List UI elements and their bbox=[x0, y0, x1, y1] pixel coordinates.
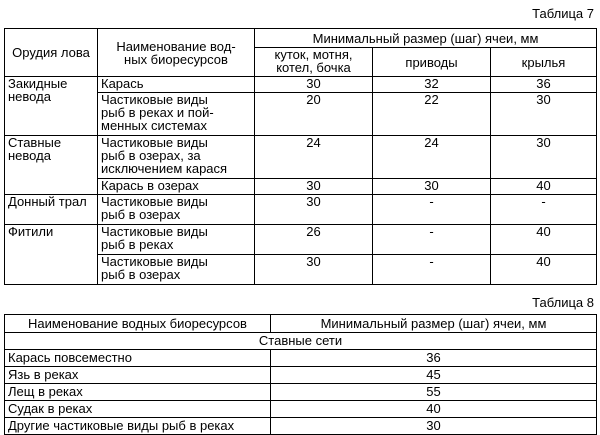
table-row bbox=[5, 367, 597, 384]
t7-header-gear: Орудия лова bbox=[5, 29, 98, 77]
t7-val-b: - bbox=[373, 255, 491, 285]
t8-value: 40 bbox=[271, 401, 597, 418]
t7-resource: Частиковые виды рыб в озерах, за исключением карася bbox=[98, 136, 255, 179]
t7-gear: Закидные невода bbox=[5, 77, 98, 136]
t7-val-a: 26 bbox=[255, 225, 373, 255]
t7-val-c: - bbox=[491, 195, 597, 225]
t7-val-b: 30 bbox=[373, 179, 491, 195]
t7-val-c: 30 bbox=[491, 93, 597, 136]
table-row bbox=[5, 77, 597, 93]
t8-name: Карась повсеместно bbox=[5, 350, 271, 367]
t7-val-b: 22 bbox=[373, 93, 491, 136]
t7-gear: Фитили bbox=[5, 225, 98, 285]
t8-section: Ставные сети bbox=[5, 333, 597, 350]
table-row bbox=[5, 195, 597, 225]
t7-header-mesh-group: Минимальный размер (шаг) ячеи, мм bbox=[255, 29, 597, 48]
t7-val-b: 24 bbox=[373, 136, 491, 179]
t7-val-c: 30 bbox=[491, 136, 597, 179]
t7-val-a: 20 bbox=[255, 93, 373, 136]
table-row bbox=[5, 225, 597, 255]
t7-resource: Частиковые виды рыб в озерах bbox=[98, 255, 255, 285]
t8-value: 55 bbox=[271, 384, 597, 401]
t7-resource: Частиковые виды рыб в реках bbox=[98, 225, 255, 255]
t7-resource: Карась в озерах bbox=[98, 179, 255, 195]
t7-val-b: - bbox=[373, 225, 491, 255]
t8-value: 45 bbox=[271, 367, 597, 384]
t7-gear: Донный трал bbox=[5, 195, 98, 225]
t7-val-a: 30 bbox=[255, 179, 373, 195]
t8-header-mesh: Минимальный размер (шаг) ячеи, мм bbox=[271, 315, 597, 333]
t7-val-a: 30 bbox=[255, 195, 373, 225]
t8-value: 36 bbox=[271, 350, 597, 367]
t8-name: Язь в реках bbox=[5, 367, 271, 384]
t7-val-a: 30 bbox=[255, 77, 373, 93]
t7-val-c: 40 bbox=[491, 179, 597, 195]
t7-val-b: 32 bbox=[373, 77, 491, 93]
t8-name: Другие частиковые виды рыб в реках bbox=[5, 418, 271, 435]
t7-val-b: - bbox=[373, 195, 491, 225]
t8-header-resource: Наименование водных биоресурсов bbox=[5, 315, 271, 333]
t7-gear: Ставные невода bbox=[5, 136, 98, 195]
t7-val-a: 30 bbox=[255, 255, 373, 285]
t7-header-col-a: куток, мотня, котел, бочка bbox=[255, 48, 373, 77]
t7-resource: Карась bbox=[98, 77, 255, 93]
table-row bbox=[5, 136, 597, 179]
t7-header-col-c: крылья bbox=[491, 48, 597, 77]
t8-name: Лещ в реках bbox=[5, 384, 271, 401]
table8 bbox=[4, 314, 597, 435]
t7-val-a: 24 bbox=[255, 136, 373, 179]
t7-val-c: 40 bbox=[491, 225, 597, 255]
t7-val-c: 36 bbox=[491, 77, 597, 93]
table-row bbox=[5, 350, 597, 367]
table7 bbox=[4, 28, 597, 285]
t7-header-resource: Наименование вод- ных биоресурсов bbox=[98, 29, 255, 77]
t8-name: Судак в реках bbox=[5, 401, 271, 418]
t8-value: 30 bbox=[271, 418, 597, 435]
table-row bbox=[5, 401, 597, 418]
t7-resource: Частиковые виды рыб в реках и пой- менных системах bbox=[98, 93, 255, 136]
table-row bbox=[5, 384, 597, 401]
table-row bbox=[5, 418, 597, 435]
t7-header-col-b: приводы bbox=[373, 48, 491, 77]
t7-val-c: 40 bbox=[491, 255, 597, 285]
table8-caption: Таблица 8 bbox=[532, 295, 594, 310]
t7-resource: Частиковые виды рыб в озерах bbox=[98, 195, 255, 225]
table7-caption: Таблица 7 bbox=[532, 6, 594, 21]
